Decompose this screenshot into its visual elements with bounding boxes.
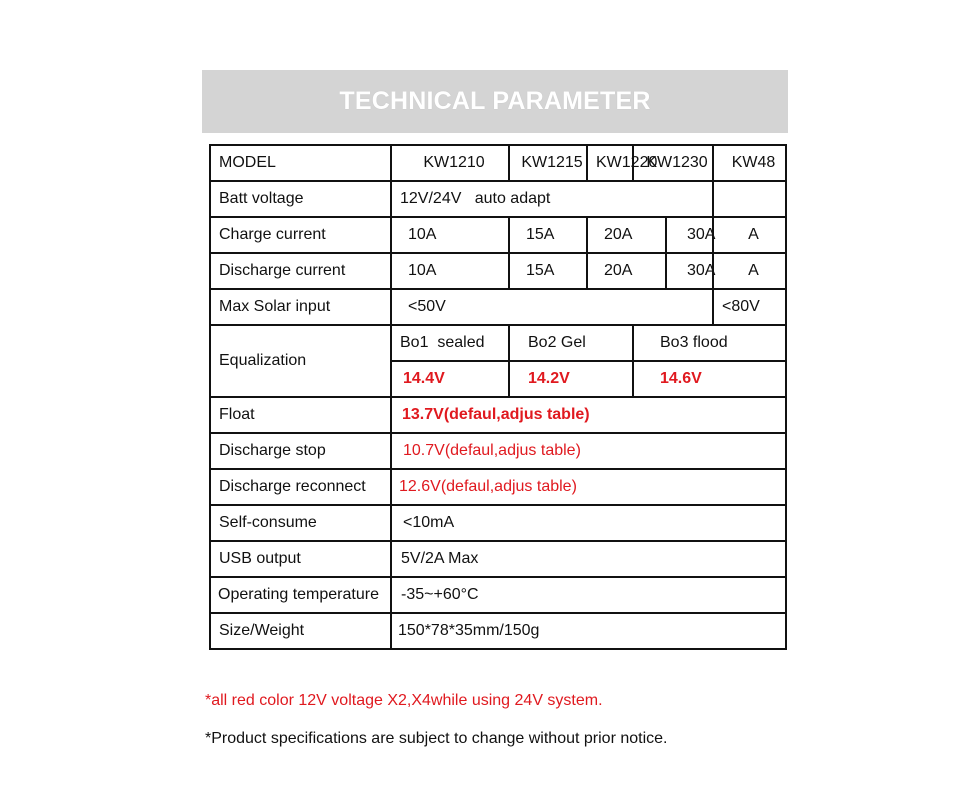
value-batt-voltage-kw48: [713, 181, 786, 217]
model-kw1230: KW1230: [633, 145, 713, 181]
discharge-kw1210: 10A: [391, 253, 509, 289]
value-usb-output: 5V/2A Max: [391, 541, 786, 577]
row-equalization-types: [210, 325, 786, 361]
model-kw1210: KW1210: [391, 145, 509, 181]
label-equalization: Equalization: [210, 325, 391, 397]
row-charge-current: [210, 217, 786, 253]
row-model: [210, 145, 786, 181]
discharge-kw1230: 30A: [666, 253, 713, 289]
value-max-solar-input: <50V: [391, 289, 713, 325]
row-discharge-current: [210, 253, 786, 289]
note-spec-change: *Product specifications are subject to change without prior notice.: [205, 730, 668, 747]
equalization-type-sealed: Bo1 sealed: [391, 325, 509, 361]
charge-kw48: A: [713, 217, 786, 253]
row-batt-voltage: [210, 181, 786, 217]
value-self-consume: <10mA: [391, 505, 786, 541]
label-size-weight: Size/Weight: [210, 613, 391, 649]
value-batt-voltage: 12V/24V auto adapt: [391, 181, 713, 217]
value-discharge-reconnect: 12.6V(defaul,adjus table): [391, 469, 786, 505]
row-size-weight: [210, 613, 786, 649]
label-model: MODEL: [210, 145, 391, 181]
charge-kw1220: 20A: [587, 217, 666, 253]
label-self-consume: Self-consume: [210, 505, 391, 541]
label-batt-voltage: Batt voltage: [210, 181, 391, 217]
equalization-voltage-flood: 14.6V: [633, 361, 786, 397]
equalization-type-flood: Bo3 flood: [633, 325, 786, 361]
label-max-solar-input: Max Solar input: [210, 289, 391, 325]
label-float: Float: [210, 397, 391, 433]
row-max-solar-input: [210, 289, 786, 325]
title-banner: [202, 70, 788, 133]
model-kw1215: KW1215: [509, 145, 587, 181]
row-discharge-reconnect: [210, 469, 786, 505]
value-float: 13.7V(defaul,adjus table): [391, 397, 786, 433]
value-size-weight: 150*78*35mm/150g: [391, 613, 786, 649]
charge-kw1210: 10A: [391, 217, 509, 253]
label-operating-temperature: Operating temperature: [210, 577, 391, 613]
discharge-kw1215: 15A: [509, 253, 587, 289]
label-usb-output: USB output: [210, 541, 391, 577]
label-discharge-reconnect: Discharge reconnect: [210, 469, 391, 505]
row-self-consume: [210, 505, 786, 541]
model-kw1220: KW1220: [587, 145, 633, 181]
equalization-voltage-sealed: 14.4V: [391, 361, 509, 397]
value-max-solar-input-kw48: <80V: [713, 289, 786, 325]
row-discharge-stop: [210, 433, 786, 469]
spec-table: [209, 144, 787, 650]
charge-kw1230: 30A: [666, 217, 713, 253]
discharge-kw1220: 20A: [587, 253, 666, 289]
note-24v-system: *all red color 12V voltage X2,X4while using 24V system.: [205, 692, 603, 709]
equalization-voltage-gel: 14.2V: [509, 361, 633, 397]
row-operating-temperature: [210, 577, 786, 613]
value-operating-temperature: -35~+60°C: [391, 577, 786, 613]
value-discharge-stop: 10.7V(defaul,adjus table): [391, 433, 786, 469]
label-discharge-current: Discharge current: [210, 253, 391, 289]
row-float: [210, 397, 786, 433]
discharge-kw48: A: [713, 253, 786, 289]
label-charge-current: Charge current: [210, 217, 391, 253]
model-kw48: KW48: [713, 145, 786, 181]
page-title: TECHNICAL PARAMETER: [339, 87, 651, 115]
equalization-type-gel: Bo2 Gel: [509, 325, 633, 361]
label-discharge-stop: Discharge stop: [210, 433, 391, 469]
row-usb-output: [210, 541, 786, 577]
charge-kw1215: 15A: [509, 217, 587, 253]
